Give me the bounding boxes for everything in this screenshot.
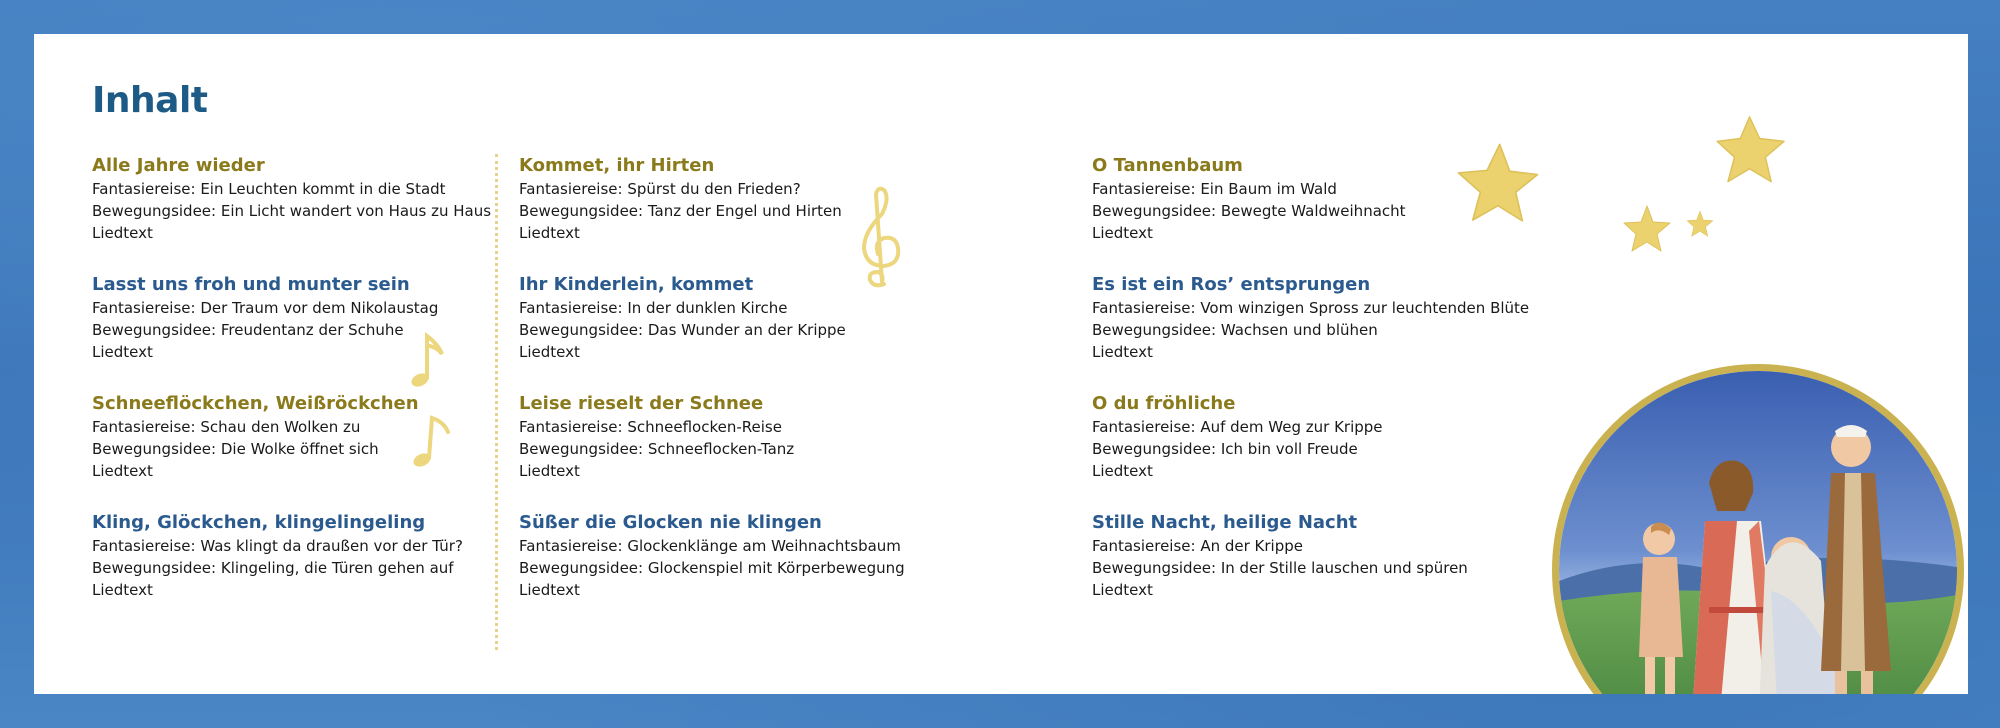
toc-entry[interactable] <box>519 392 1019 511</box>
illustration-scene <box>1559 371 1957 694</box>
lyrics-label: Liedtext <box>92 581 153 599</box>
fantasy-journey: Fantasiereise: Schau den Wolken zu <box>92 418 361 436</box>
lyrics-label: Liedtext <box>519 343 580 361</box>
toc-entry[interactable] <box>1092 392 1592 511</box>
page-title: Inhalt <box>92 80 208 121</box>
column-divider <box>495 154 498 650</box>
lyrics-label: Liedtext <box>519 581 580 599</box>
fantasy-journey: Fantasiereise: Ein Baum im Wald <box>1092 180 1337 198</box>
toc-column-1 <box>92 154 492 630</box>
eighth-note-icon <box>410 410 454 470</box>
lyrics-label: Liedtext <box>92 343 153 361</box>
fantasy-journey: Fantasiereise: Der Traum vor dem Nikolaustag <box>92 299 439 317</box>
song-title[interactable]: Ihr Kinderlein, kommet <box>519 274 754 295</box>
song-title[interactable]: Stille Nacht, heilige Nacht <box>1092 512 1358 533</box>
toc-entry[interactable] <box>92 511 492 630</box>
toc-entry[interactable] <box>1092 273 1592 392</box>
song-title[interactable]: O du fröhliche <box>1092 393 1236 414</box>
movement-idea: Bewegungsidee: Klingeling, die Türen gehen auf <box>92 559 454 577</box>
lyrics-label: Liedtext <box>1092 343 1153 361</box>
movement-idea: Bewegungsidee: Schneeflocken-Tanz <box>519 440 795 458</box>
movement-idea: Bewegungsidee: Glockenspiel mit Körperbewegung <box>519 559 905 577</box>
song-title[interactable]: Süßer die Glocken nie klingen <box>519 512 822 533</box>
lyrics-label: Liedtext <box>519 462 580 480</box>
lyrics-label: Liedtext <box>92 224 153 242</box>
nativity-illustration <box>1552 364 1964 694</box>
lyrics-label: Liedtext <box>1092 462 1153 480</box>
movement-idea: Bewegungsidee: Wachsen und blühen <box>1092 321 1378 339</box>
star-icon <box>1622 204 1672 254</box>
movement-idea: Bewegungsidee: In der Stille lauschen und spüren <box>1092 559 1468 577</box>
fantasy-journey: Fantasiereise: In der dunklen Kirche <box>519 299 788 317</box>
movement-idea: Bewegungsidee: Ich bin voll Freude <box>1092 440 1358 458</box>
song-title[interactable]: Es ist ein Ros’ entsprungen <box>1092 274 1371 295</box>
toc-entry[interactable] <box>519 154 1019 273</box>
movement-idea: Bewegungsidee: Tanz der Engel und Hirten <box>519 202 842 220</box>
song-title[interactable]: Schneeflöckchen, Weißröckchen <box>92 393 419 414</box>
song-title[interactable]: Kommet, ihr Hirten <box>519 155 715 176</box>
treble-clef-icon <box>854 184 910 294</box>
movement-idea: Bewegungsidee: Ein Licht wandert von Haus zu Haus <box>92 202 492 220</box>
toc-entry[interactable] <box>519 511 1019 630</box>
song-title[interactable]: Kling, Glöckchen, klingelingeling <box>92 512 426 533</box>
eighth-note-icon <box>408 330 448 390</box>
star-icon <box>1714 114 1788 186</box>
movement-idea: Bewegungsidee: Das Wunder an der Krippe <box>519 321 846 339</box>
fantasy-journey: Fantasiereise: An der Krippe <box>1092 537 1303 555</box>
toc-column-2 <box>519 154 1019 630</box>
movement-idea: Bewegungsidee: Freudentanz der Schuhe <box>92 321 404 339</box>
movement-idea: Bewegungsidee: Bewegte Waldweihnacht <box>1092 202 1406 220</box>
lyrics-label: Liedtext <box>1092 224 1153 242</box>
lyrics-label: Liedtext <box>1092 581 1153 599</box>
song-title[interactable]: Lasst uns froh und munter sein <box>92 274 410 295</box>
song-title[interactable]: Alle Jahre wieder <box>92 155 265 176</box>
fantasy-journey: Fantasiereise: Vom winzigen Spross zur leuchtenden Blüte <box>1092 299 1530 317</box>
star-icon <box>1686 210 1714 238</box>
toc-entry[interactable] <box>1092 511 1592 630</box>
fantasy-journey: Fantasiereise: Auf dem Weg zur Krippe <box>1092 418 1383 436</box>
fantasy-journey: Fantasiereise: Schneeflocken-Reise <box>519 418 782 436</box>
fantasy-journey: Fantasiereise: Was klingt da draußen vor der Tür? <box>92 537 463 555</box>
song-title[interactable]: Leise rieselt der Schnee <box>519 393 764 414</box>
lyrics-label: Liedtext <box>92 462 153 480</box>
song-title[interactable]: O Tannenbaum <box>1092 155 1243 176</box>
lyrics-label: Liedtext <box>519 224 580 242</box>
star-icon <box>1456 138 1540 228</box>
movement-idea: Bewegungsidee: Die Wolke öffnet sich <box>92 440 379 458</box>
content-page <box>34 34 1968 694</box>
toc-entry[interactable] <box>519 273 1019 392</box>
toc-entry[interactable] <box>92 154 492 273</box>
fantasy-journey: Fantasiereise: Spürst du den Frieden? <box>519 180 801 198</box>
fantasy-journey: Fantasiereise: Glockenklänge am Weihnachtsbaum <box>519 537 901 555</box>
fantasy-journey: Fantasiereise: Ein Leuchten kommt in die Stadt <box>92 180 446 198</box>
